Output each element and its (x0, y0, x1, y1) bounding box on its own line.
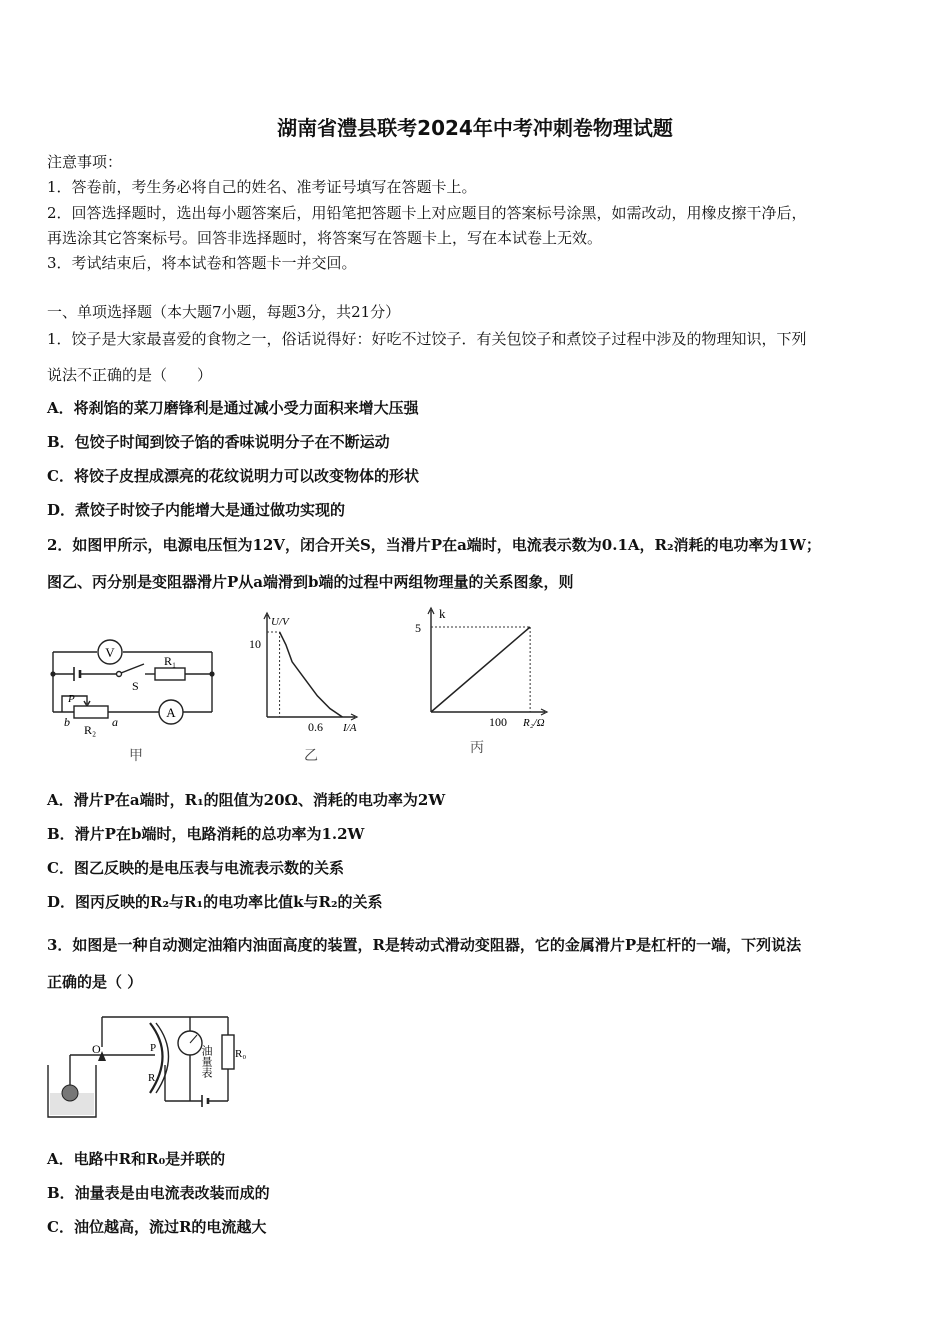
yi-ylabel: U/V (271, 616, 289, 628)
note-item-3: 3．考试结束后，将本试卷和答题卡一并交回。 (47, 254, 357, 272)
q2-stem: 2．如图甲所示，电源电压恒为12V，闭合开关S，当滑片P在a端时，电流表示数为0.1A，R₂消耗的电功率为1W； (47, 536, 821, 554)
section-heading: 一、单项选择题（本大题7小题，每题3分，共21分） (47, 303, 401, 321)
r1-label: R₁ (164, 654, 177, 668)
q1-stem: 1．饺子是大家最喜爱的食物之一，俗话说得好：好吃不过饺子．有关包饺子和煮饺子过程中涉及的物理知识，下列 (47, 330, 807, 348)
end-b-label: b (64, 715, 70, 729)
switch-label: S (132, 679, 139, 693)
float-icon (62, 1085, 78, 1101)
q1-option-c: C．将饺子皮捏成漂亮的花纹说明力可以改变物体的形状 (47, 467, 419, 485)
q2-stem-cont: 图乙、丙分别是变阻器滑片P从a端滑到b端的过程中两组物理量的关系图象，则 (47, 573, 574, 591)
bing-ylabel: k (439, 606, 446, 621)
figure-caption-jia: 甲 (129, 749, 143, 764)
voltmeter-label: V (105, 645, 115, 660)
figure-caption-bing: 丙 (470, 741, 484, 756)
end-a-label: a (112, 715, 118, 729)
oil-meter-label: 油量表 (200, 1045, 212, 1078)
figure-caption-yi: 乙 (304, 749, 318, 764)
bing-x-tick: 100 (489, 715, 507, 729)
u-i-curve (280, 632, 343, 717)
oil-resistor-label: R (148, 1072, 156, 1084)
r0-resistor (222, 1035, 234, 1069)
oil-slider-label: P (150, 1042, 157, 1054)
q2-option-d: D．图丙反映的R₂与R₁的电功率比值k与R₂的关系 (47, 893, 383, 911)
q3-option-c: C．油位越高，流过R的电流越大 (47, 1218, 267, 1236)
r2-rheostat (74, 706, 108, 718)
bing-xlabel: R₂/Ω (523, 717, 545, 729)
q2-option-c: C．图乙反映的是电压表与电流表示数的关系 (47, 859, 344, 877)
q1-option-b: B．包饺子时闻到饺子馅的香味说明分子在不断运动 (47, 433, 390, 451)
q1-option-a: A．将刹馅的菜刀磨锋利是通过减小受力面积来增大压强 (47, 399, 419, 417)
q2-option-b: B．滑片P在b端时，电路消耗的总功率为1.2W (47, 825, 365, 843)
graph-bing (405, 602, 565, 762)
note-item-1: 1．答卷前，考生务必将自己的姓名、准考证号填写在答题卡上。 (47, 178, 477, 196)
r2-label: R₂ (84, 723, 97, 737)
q2-option-a: A．滑片P在a端时，R₁的阻值为20Ω、消耗的电功率为2W (47, 791, 446, 809)
pivot-label: O (92, 1042, 101, 1056)
oil-gauge-diagram (40, 1005, 260, 1125)
bing-y-tick: 5 (415, 621, 421, 635)
slider-label: P (68, 693, 75, 705)
note-item-2b: 再选涂其它答案标号。回答非选择题时，将答案写在答题卡上，写在本试卷上无效。 (47, 229, 603, 247)
notes-heading: 注意事项： (47, 153, 123, 171)
note-item-2a: 2．回答选择题时，选出每小题答案后，用铅笔把答题卡上对应题目的答案标号涂黑，如需改动，用橡皮擦干净后， (47, 204, 807, 222)
q3-stem-cont: 正确的是（ ） (47, 973, 143, 991)
ammeter-label: A (166, 705, 176, 720)
q3-stem: 3．如图是一种自动测定油箱内油面高度的装置，R是转动式滑动变阻器，它的金属滑片P是杠杆的一端，下列说法 (47, 936, 802, 954)
r1-resistor (155, 668, 185, 680)
q1-stem-cont: 说法不正确的是（ ） (47, 366, 213, 384)
graph-yi (245, 605, 375, 765)
circuit-diagram-jia (40, 630, 230, 770)
q1-option-d: D．煮饺子时饺子内能增大是通过做功实现的 (47, 501, 346, 519)
k-r2-line (431, 627, 530, 712)
page-title: 湖南省澧县联考2024年中考冲刺卷物理试题 (277, 116, 673, 140)
q3-option-b: B．油量表是由电流表改装而成的 (47, 1184, 270, 1202)
yi-xlabel: I/A (343, 722, 357, 734)
yi-y-tick: 10 (249, 637, 261, 651)
q3-option-a: A．电路中R和R₀是并联的 (47, 1150, 226, 1168)
yi-x-tick: 0.6 (308, 720, 323, 734)
r0-label: R₀ (235, 1048, 247, 1060)
